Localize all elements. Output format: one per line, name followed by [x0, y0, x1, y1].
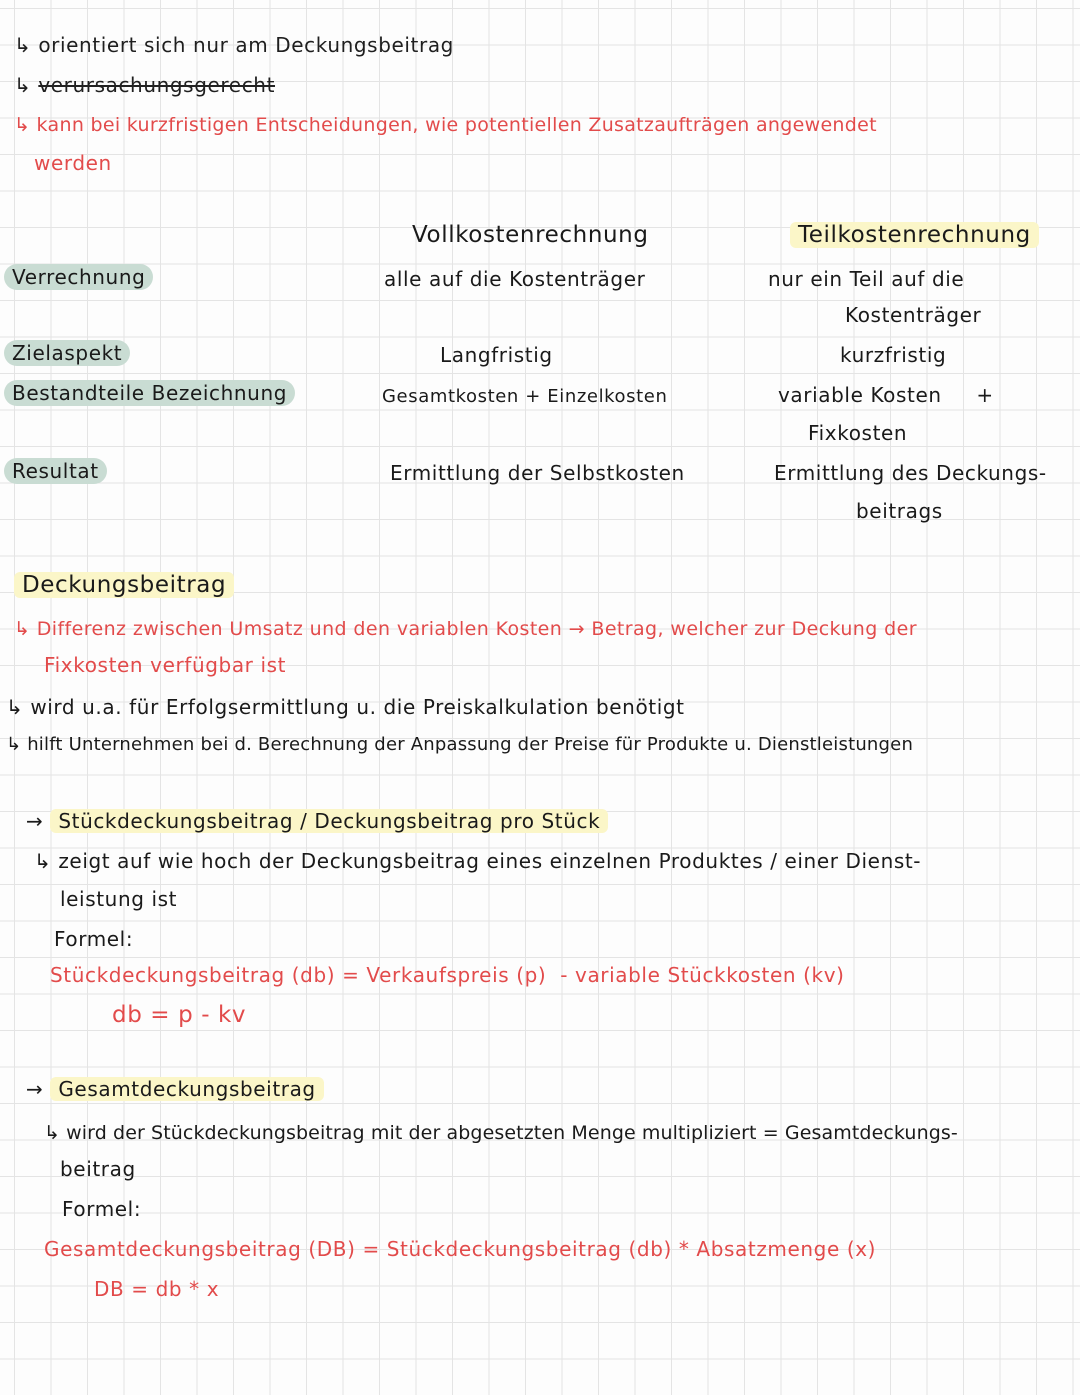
deckungsbeitrag-use-line-2: ↳ hilft Unternehmen bei d. Berechnung der Anpassung der Preise für Produkte u. Dienstleistungen: [6, 734, 914, 755]
resultat-teil-line-2: beitrags: [856, 499, 943, 523]
stueck-description-line-2: leistung ist: [60, 887, 178, 911]
verrechnung-teil-line-2: Kostenträger: [845, 303, 982, 327]
resultat-voll: Ermittlung der Selbstkosten: [390, 461, 685, 485]
row-label-verrechnung: Verrechnung: [4, 264, 153, 290]
column-header-vollkostenrechnung: Vollkostenrechnung: [412, 222, 649, 248]
bestandteile-teil-line-1: variable Kosten +: [778, 383, 994, 407]
deckungsbeitrag-definition-line-2: Fixkosten verfügbar ist: [44, 653, 287, 677]
gesamt-formel-line-1: Gesamtdeckungsbeitrag (DB) = Stückdeckungsbeitrag (db) * Absatzmenge (x): [44, 1237, 877, 1261]
intro-line-2-arrow: ↳: [14, 73, 39, 97]
resultat-teil-line-1: Ermittlung des Deckungs-: [774, 461, 1047, 485]
gesamt-heading: [26, 1076, 324, 1102]
section-title-deckungsbeitrag: Deckungsbeitrag: [14, 572, 234, 598]
column-header-teilkostenrechnung: Teilkostenrechnung: [790, 222, 1039, 248]
gesamt-formel-line-2: DB = db * x: [94, 1277, 220, 1301]
intro-line-2-text: verursachungsgerecht: [38, 73, 276, 97]
stueck-heading: [26, 808, 608, 834]
zielaspekt-voll: Langfristig: [440, 343, 553, 367]
gesamt-description-line-1: ↳ wird der Stückdeckungsbeitrag mit der abgesetzten Menge multipliziert = Gesamtdeckungs-: [44, 1122, 958, 1144]
gesamt-heading-text: Gesamtdeckungsbeitrag: [50, 1077, 323, 1101]
verrechnung-teil-line-1: nur ein Teil auf die: [768, 267, 965, 291]
stueck-heading-arrow: →: [26, 809, 51, 833]
stueck-heading-text: Stückdeckungsbeitrag / Deckungsbeitrag pro Stück: [50, 809, 608, 833]
intro-line-2: [14, 72, 275, 98]
intro-line-3: ↳ kann bei kurzfristigen Entscheidungen, wie potentiellen Zusatzaufträgen angewendet: [14, 114, 877, 136]
intro-line-1: ↳ orientiert sich nur am Deckungsbeitrag: [14, 33, 454, 57]
bestandteile-teil-line-2: Fixkosten: [808, 421, 908, 445]
stueck-description-line-1: ↳ zeigt auf wie hoch der Deckungsbeitrag eines einzelnen Produktes / einer Dienst-: [34, 849, 922, 873]
bestandteile-voll: Gesamtkosten + Einzelkosten: [382, 386, 668, 407]
row-label-resultat: Resultat: [4, 458, 107, 484]
stueck-formel-line-2: db = p - kv: [112, 1002, 247, 1028]
verrechnung-voll: alle auf die Kostenträger: [384, 267, 646, 291]
deckungsbeitrag-definition-line-1: ↳ Differenz zwischen Umsatz und den variablen Kosten → Betrag, welcher zur Deckung der: [14, 618, 917, 640]
row-label-zielaspekt: Zielaspekt: [4, 340, 130, 366]
zielaspekt-teil: kurzfristig: [840, 343, 947, 367]
deckungsbeitrag-use-line-1: ↳ wird u.a. für Erfolgsermittlung u. die Preiskalkulation benötigt: [6, 695, 685, 719]
gesamt-description-line-2: beitrag: [60, 1157, 136, 1181]
gesamt-formel-label: Formel:: [62, 1197, 142, 1221]
stueck-formel-line-1: Stückdeckungsbeitrag (db) = Verkaufspreis (p) - variable Stückkosten (kv): [50, 963, 845, 987]
intro-line-4: werden: [34, 151, 112, 175]
gesamt-heading-arrow: →: [26, 1077, 51, 1101]
stueck-formel-label: Formel:: [54, 927, 134, 951]
row-label-bestandteile: Bestandteile Bezeichnung: [4, 380, 295, 406]
